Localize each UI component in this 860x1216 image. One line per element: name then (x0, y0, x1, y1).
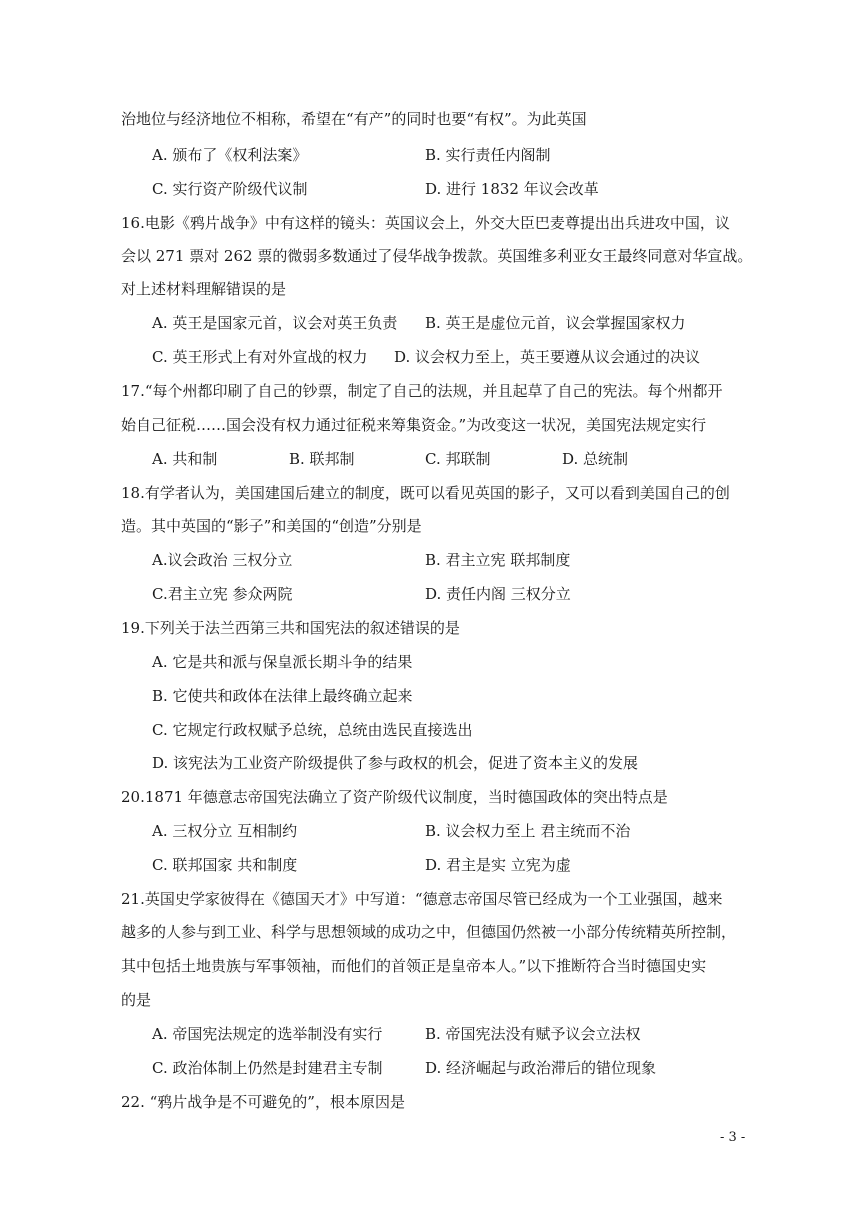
q17-option-a: A. 共和制 (152, 450, 218, 468)
q17-option-b: B. 联邦制 (289, 450, 355, 468)
q17-stem-line-1: 17.“每个州都印刷了自己的钞票，制定了自己的法规，并且起草了自己的宪法。每个州都开 (121, 382, 723, 400)
q18-option-b: B. 君主立宪 联邦制度 (425, 551, 571, 569)
q15-option-d: D. 进行 1832 年议会改革 (425, 180, 599, 198)
q20-option-b: B. 议会权力至上 君主统而不治 (425, 822, 631, 840)
page-number: - 3 - (720, 1130, 746, 1145)
q18-stem-line-2: 造。其中英国的“影子”和美国的“创造”分别是 (121, 517, 422, 535)
q16-stem-line-2: 会以 271 票对 262 票的微弱多数通过了侵华战争拨款。英国维多利亚女王最终同意对华宣战。 (121, 247, 753, 265)
q22-stem: 22. “鸦片战争是不可避免的”，根本原因是 (121, 1093, 405, 1111)
q17-option-d: D. 总统制 (562, 450, 629, 468)
q18-option-a: A.议会政治 三权分立 (152, 551, 293, 569)
q19-option-a: A. 它是共和派与保皇派长期斗争的结果 (152, 653, 413, 671)
q21-stem-line-3: 其中包括土地贵族与军事领袖，而他们的首领正是皇帝本人。”以下推断符合当时德国史实 (121, 957, 707, 975)
q19-option-b: B. 它使共和政体在法律上最终确立起来 (152, 687, 413, 705)
q20-option-a: A. 三权分立 互相制约 (152, 822, 298, 840)
q21-option-a: A. 帝国宪法规定的选举制没有实行 (152, 1025, 383, 1043)
q20-stem: 20.1871 年德意志帝国宪法确立了资产阶级代议制度，当时德国政体的突出特点是 (121, 788, 668, 806)
q20-option-d: D. 君主是实 立宪为虚 (425, 856, 571, 874)
q16-option-b: B. 英王是虚位元首，议会掌握国家权力 (425, 314, 686, 332)
q16-option-c: C. 英王形式上有对外宣战的权力 (152, 348, 368, 366)
q21-option-d: D. 经济崛起与政治滞后的错位现象 (425, 1059, 657, 1077)
q15-option-a: A. 颁布了《权利法案》 (152, 146, 308, 164)
q18-option-c: C.君主立宪 参众两院 (152, 585, 293, 603)
q19-stem: 19.下列关于法兰西第三共和国宪法的叙述错误的是 (121, 619, 460, 637)
q19-option-d: D. 该宪法为工业资产阶级提供了参与政权的机会，促进了资本主义的发展 (152, 754, 639, 772)
q17-option-c: C. 邦联制 (425, 450, 491, 468)
q21-stem-line-2: 越多的人参与到工业、科学与思想领域的成功之中，但德国仍然被一小部分传统精英所控制， (121, 923, 737, 941)
q16-option-d: D. 议会权力至上，英王要遵从议会通过的决议 (394, 348, 701, 366)
q20-option-c: C. 联邦国家 共和制度 (152, 856, 298, 874)
q16-stem-line-1: 16.电影《鸦片战争》中有这样的镜头：英国议会上，外交大臣巴麦尊提出出兵进攻中国，议 (121, 214, 730, 232)
q19-option-c: C. 它规定行政权赋予总统，总统由选民直接选出 (152, 721, 473, 739)
q21-stem-line-4: 的是 (121, 991, 152, 1009)
q21-stem-line-1: 21.英国史学家彼得在《德国天才》中写道：“德意志帝国尽管已经成为一个工业强国，越来 (121, 890, 723, 908)
q16-stem-line-3: 对上述材料理解错误的是 (121, 280, 287, 298)
q21-option-b: B. 帝国宪法没有赋予议会立法权 (425, 1025, 641, 1043)
q15-stem-tail: 治地位与经济地位不相称，希望在“有产”的同时也要“有权”。为此英国 (121, 110, 587, 128)
q16-option-a: A. 英王是国家元首，议会对英王负责 (152, 314, 398, 332)
q15-option-b: B. 实行责任内阁制 (425, 146, 551, 164)
q18-option-d: D. 责任内阁 三权分立 (425, 585, 571, 603)
q18-stem-line-1: 18.有学者认为，美国建国后建立的制度，既可以看见英国的影子，又可以看到美国自己的创 (121, 484, 730, 502)
q15-option-c: C. 实行资产阶级代议制 (152, 180, 308, 198)
q17-stem-line-2: 始自己征税……国会没有权力通过征税来筹集资金。”为改变这一状况，美国宪法规定实行 (121, 416, 707, 434)
q21-option-c: C. 政治体制上仍然是封建君主专制 (152, 1059, 383, 1077)
